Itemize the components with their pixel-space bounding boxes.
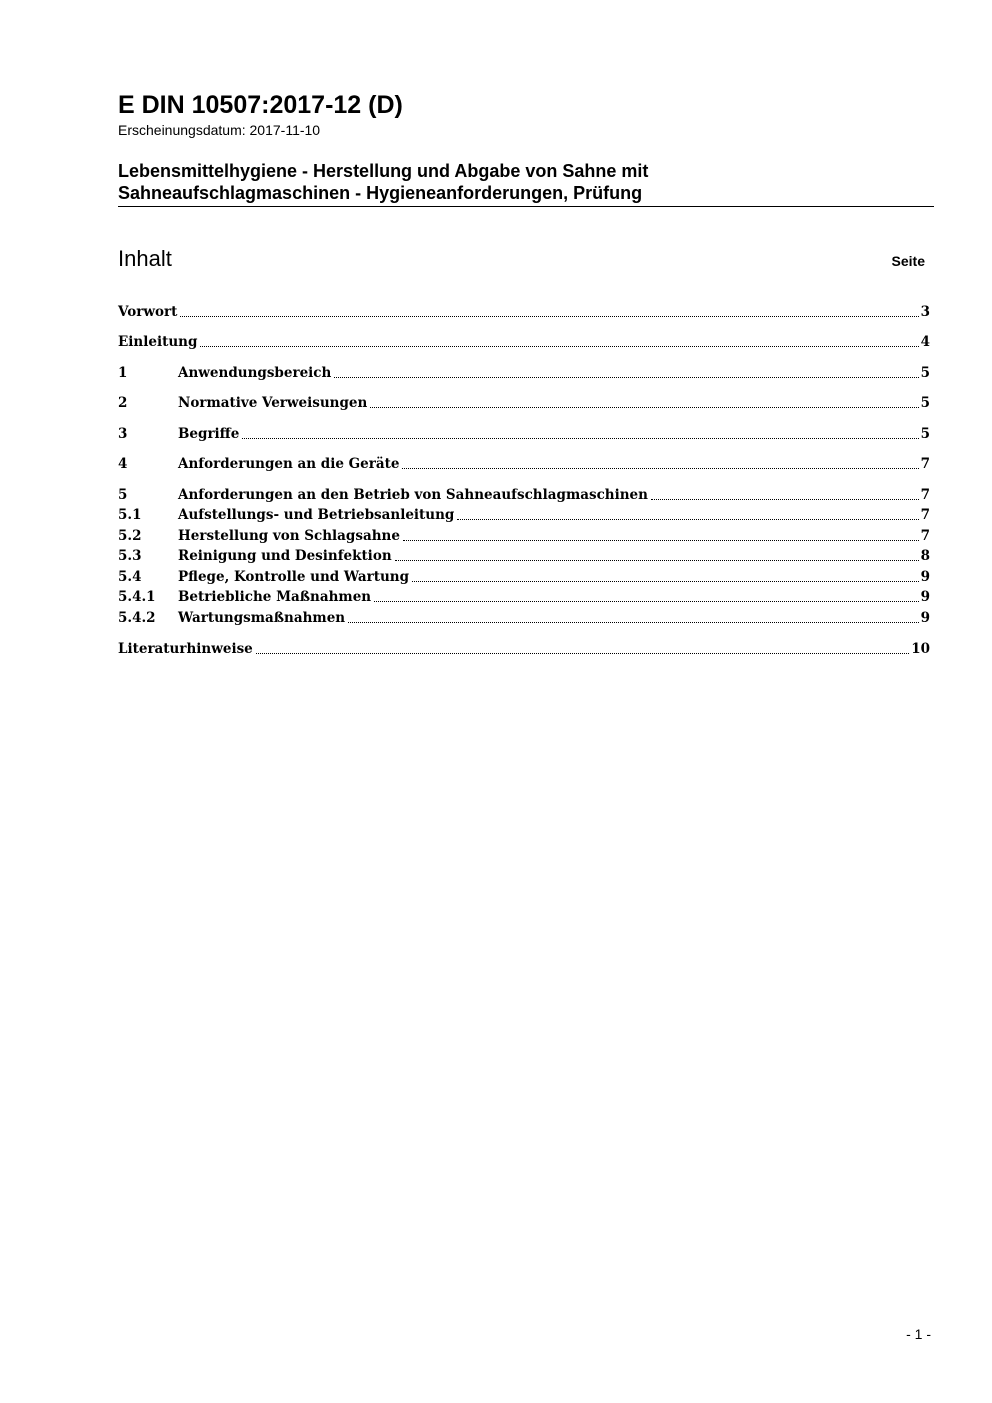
- toc-entry-number: 2: [118, 395, 128, 411]
- toc-dot-leader: [412, 580, 919, 582]
- document-id: E DIN 10507:2017-12 (D): [118, 91, 403, 119]
- toc-entry-page: 9: [920, 610, 930, 626]
- toc-page-column-label: Seite: [891, 253, 925, 269]
- toc-entry-5[interactable]: [118, 485, 930, 505]
- toc-entry-page: 7: [920, 487, 930, 503]
- toc-entry-4[interactable]: [118, 454, 930, 474]
- page-number-footer: - 1 -: [906, 1326, 931, 1342]
- toc-entry-page: 5: [920, 395, 930, 411]
- toc-entry-number: 5.4: [118, 569, 142, 585]
- toc-entry-title: Literaturhinweise: [118, 641, 253, 657]
- toc-entry-title: Herstellung von Schlagsahne: [178, 528, 400, 544]
- toc-entry-number: 5: [118, 487, 128, 503]
- toc-dot-leader: [374, 600, 918, 602]
- title-divider: [118, 206, 934, 207]
- toc-dot-leader: [651, 498, 919, 500]
- document-title: [118, 160, 934, 204]
- toc-entry-2[interactable]: [118, 393, 930, 413]
- toc-entry-title: Anwendungsbereich: [178, 365, 332, 381]
- toc-dot-leader: [256, 652, 909, 654]
- toc-dot-leader: [334, 376, 918, 378]
- toc-entry-literaturhinweise[interactable]: [118, 639, 930, 659]
- toc-entry-page: 3: [920, 304, 930, 320]
- toc-entry-title: Einleitung: [118, 334, 198, 350]
- toc-entry-title: Anforderungen an die Geräte: [178, 456, 400, 472]
- toc-entry-5-3[interactable]: [118, 546, 930, 566]
- toc-heading: Inhalt: [118, 246, 172, 271]
- toc-entry-title: Pflege, Kontrolle und Wartung: [178, 569, 410, 585]
- toc-entry-number: 5.4.2: [118, 610, 156, 626]
- toc-entry-page: 9: [920, 569, 930, 585]
- toc-entry-number: 1: [118, 365, 128, 381]
- toc-dot-leader: [348, 621, 918, 623]
- toc-dot-leader: [395, 559, 919, 561]
- toc-entry-5-4-2[interactable]: [118, 608, 930, 628]
- toc-entry-number: 5.2: [118, 528, 142, 544]
- toc-entry-5-1[interactable]: [118, 505, 930, 525]
- toc-entry-number: 4: [118, 456, 128, 472]
- toc-entry-page: 4: [920, 334, 930, 350]
- toc-entry-page: 5: [920, 365, 930, 381]
- toc-entry-title: Aufstellungs- und Betriebsanleitung: [178, 507, 455, 523]
- toc-entry-title: Reinigung und Desinfektion: [178, 548, 392, 564]
- toc-entry-page: 10: [911, 641, 930, 657]
- toc-entry-einleitung[interactable]: [118, 332, 930, 352]
- toc-entry-5-4[interactable]: [118, 567, 930, 587]
- toc-entry-title: Vorwort: [118, 304, 178, 320]
- toc-dot-leader: [457, 518, 918, 520]
- toc-dot-leader: [402, 467, 918, 469]
- toc-entry-title: Anforderungen an den Betrieb von Sahneaufschlagmaschinen: [178, 487, 648, 503]
- toc-entry-number: 3: [118, 426, 128, 442]
- toc-entry-vorwort[interactable]: [118, 302, 930, 322]
- toc-dot-leader: [242, 437, 918, 439]
- toc-entry-page: 9: [920, 589, 930, 605]
- toc-entry-page: 7: [920, 507, 930, 523]
- toc-entry-title: Betriebliche Maßnahmen: [178, 589, 372, 605]
- toc-dot-leader: [370, 406, 918, 408]
- document-title-line-2: Sahneaufschlagmaschinen - Hygieneanforderungen, Prüfung: [118, 183, 643, 203]
- toc-entry-5-4-1[interactable]: [118, 587, 930, 607]
- toc-entry-page: 7: [920, 528, 930, 544]
- toc-entry-title: Normative Verweisungen: [178, 395, 368, 411]
- toc-entry-1[interactable]: [118, 363, 930, 383]
- toc-entry-number: 5.3: [118, 548, 142, 564]
- toc-entry-number: 5.1: [118, 507, 142, 523]
- toc-dot-leader: [200, 345, 918, 347]
- toc-dot-leader: [180, 315, 918, 317]
- toc-entry-number: 5.4.1: [118, 589, 156, 605]
- toc-entry-page: 7: [920, 456, 930, 472]
- toc-entry-page: 8: [920, 548, 930, 564]
- toc-entry-3[interactable]: [118, 424, 930, 444]
- toc-entry-5-2[interactable]: [118, 526, 930, 546]
- toc-entry-title: Begriffe: [178, 426, 240, 442]
- toc-entry-title: Wartungsmaßnahmen: [178, 610, 346, 626]
- document-title-line-1: Lebensmittelhygiene - Herstellung und Abgabe von Sahne mit: [118, 161, 649, 181]
- toc-dot-leader: [403, 539, 919, 541]
- toc-entry-page: 5: [920, 426, 930, 442]
- publication-date: Erscheinungsdatum: 2017-11-10: [118, 122, 321, 138]
